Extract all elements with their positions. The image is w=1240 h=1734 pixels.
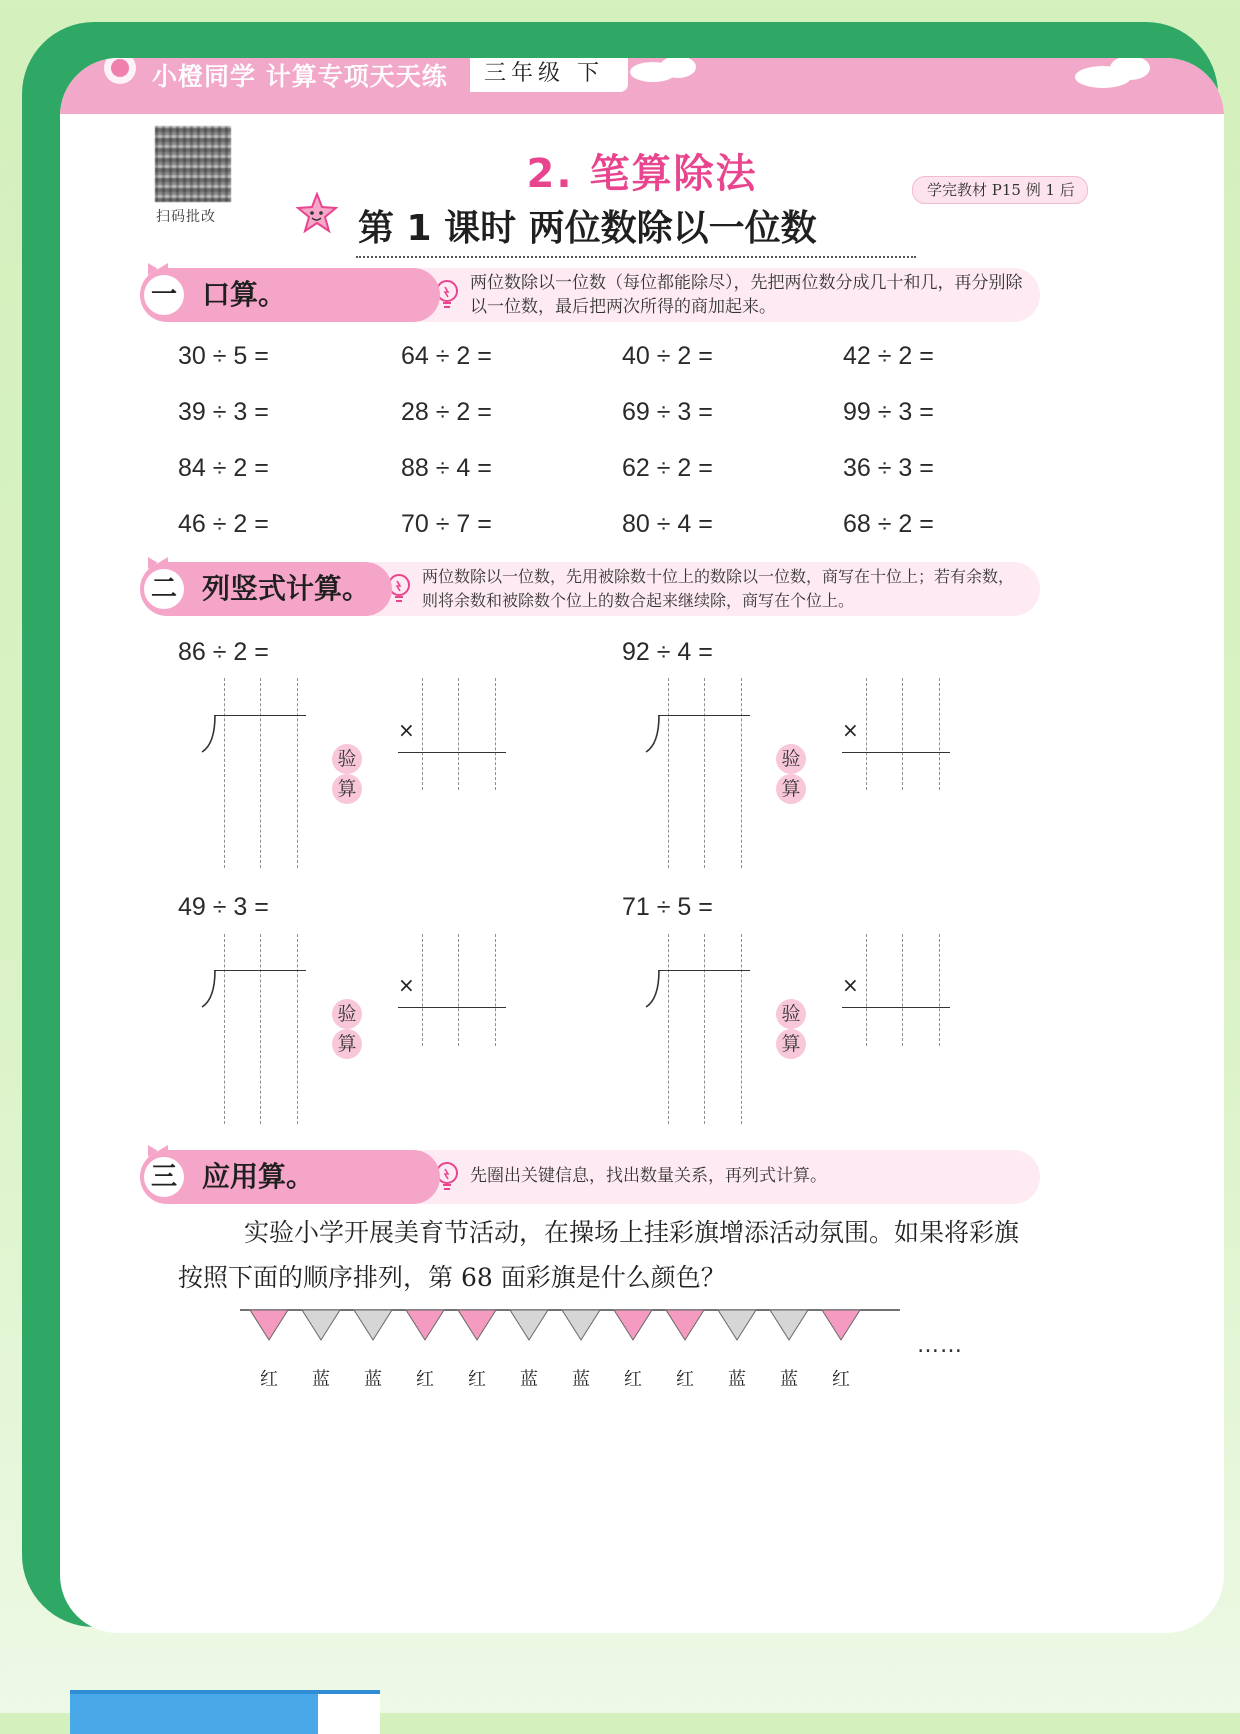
flag-label: 蓝 bbox=[728, 1369, 746, 1390]
blue-flag bbox=[718, 1310, 756, 1340]
section3-header bbox=[140, 1150, 440, 1204]
red-flag bbox=[822, 1310, 860, 1340]
brand-title: 小橙同学 计算专项天天练 bbox=[152, 62, 448, 91]
ellipsis: …… bbox=[917, 1333, 963, 1358]
section2-tip bbox=[372, 562, 1040, 616]
problem-label: 49 ÷ 3 = bbox=[178, 893, 269, 921]
page-frame bbox=[22, 22, 1218, 1627]
red-flag bbox=[458, 1310, 496, 1340]
qr-label: 扫码批改 bbox=[156, 209, 216, 225]
section1-title: 口算。 bbox=[202, 278, 287, 311]
equation: 40 ÷ 2 = bbox=[622, 342, 713, 370]
times-symbol: × bbox=[398, 718, 415, 742]
equation: 68 ÷ 2 = bbox=[843, 510, 934, 538]
grade-tab: 三年级 下 bbox=[470, 58, 628, 92]
lesson-underline bbox=[356, 256, 916, 258]
section1-header bbox=[140, 268, 440, 322]
equation: 64 ÷ 2 = bbox=[401, 342, 492, 370]
problem-label: 92 ÷ 4 = bbox=[622, 638, 713, 666]
star-icon bbox=[296, 192, 338, 234]
flag-label: 红 bbox=[832, 1369, 850, 1390]
flag-label: 蓝 bbox=[312, 1369, 330, 1390]
equation: 39 ÷ 3 = bbox=[178, 398, 269, 426]
flag-label: 红 bbox=[416, 1369, 434, 1390]
section3-tip bbox=[420, 1150, 1040, 1204]
flag-string bbox=[240, 1308, 920, 1368]
red-flag bbox=[666, 1310, 704, 1340]
equation: 88 ÷ 4 = bbox=[401, 454, 492, 482]
worksheet-page bbox=[60, 58, 1224, 1633]
flag-label: 蓝 bbox=[572, 1369, 590, 1390]
blue-flag bbox=[770, 1310, 808, 1340]
section1-tip-text: 两位数除以一位数（每位都能除尽），先把两位数分成几十和几，再分别除以一位数，最后把两次所得的商加起来。 bbox=[470, 273, 1023, 317]
flag-label: 蓝 bbox=[520, 1369, 538, 1390]
section2-title: 列竖式计算。 bbox=[202, 572, 371, 605]
check-badge: 验 算 bbox=[332, 744, 362, 804]
check-badge: 验 算 bbox=[332, 999, 362, 1059]
section1-number: 一 bbox=[144, 275, 184, 315]
section2-header bbox=[140, 562, 392, 616]
blue-flag bbox=[302, 1310, 340, 1340]
red-flag bbox=[614, 1310, 652, 1340]
blue-flag bbox=[510, 1310, 548, 1340]
equation: 70 ÷ 7 = bbox=[401, 510, 492, 538]
red-flag bbox=[406, 1310, 444, 1340]
problem-label: 86 ÷ 2 = bbox=[178, 638, 269, 666]
blue-flag bbox=[562, 1310, 600, 1340]
problem-label: 71 ÷ 5 = bbox=[622, 893, 713, 921]
chapter-title: 2. 笔算除法 bbox=[526, 151, 758, 197]
flag-label: 红 bbox=[624, 1369, 642, 1390]
reference-tag: 学完教材 P15 例 1 后 bbox=[912, 176, 1088, 204]
times-symbol: × bbox=[842, 973, 859, 997]
section3-tip-text: 先圈出关键信息，找出数量关系，再列式计算。 bbox=[470, 1166, 827, 1186]
equation: 46 ÷ 2 = bbox=[178, 510, 269, 538]
word-problem bbox=[178, 1210, 1172, 1300]
flag-label: 蓝 bbox=[780, 1369, 798, 1390]
equation: 42 ÷ 2 = bbox=[843, 342, 934, 370]
equation: 84 ÷ 2 = bbox=[178, 454, 269, 482]
times-symbol: × bbox=[398, 973, 415, 997]
lesson-title: 第 1 课时 两位数除以一位数 bbox=[358, 208, 817, 249]
flag-label: 红 bbox=[676, 1369, 694, 1390]
equation: 62 ÷ 2 = bbox=[622, 454, 713, 482]
equation: 30 ÷ 5 = bbox=[178, 342, 269, 370]
equation: 99 ÷ 3 = bbox=[843, 398, 934, 426]
equation: 36 ÷ 3 = bbox=[843, 454, 934, 482]
section3-title: 应用算。 bbox=[202, 1160, 315, 1193]
red-flag bbox=[250, 1310, 288, 1340]
section2-number: 二 bbox=[144, 569, 184, 609]
times-symbol: × bbox=[842, 718, 859, 742]
check-badge: 验 算 bbox=[776, 744, 806, 804]
word-problem-line2: 按照下面的顺序排列，第 68 面彩旗是什么颜色？ bbox=[178, 1263, 726, 1292]
book-cover-edge bbox=[70, 1690, 380, 1734]
flag-label: 蓝 bbox=[364, 1369, 382, 1390]
section3-number: 三 bbox=[144, 1157, 184, 1197]
word-problem-line1: 实验小学开展美育节活动，在操场上挂彩旗增添活动氛围。如果将彩旗 bbox=[244, 1218, 1020, 1247]
check-badge: 验 算 bbox=[776, 999, 806, 1059]
mascot-icon bbox=[98, 58, 144, 90]
equation: 28 ÷ 2 = bbox=[401, 398, 492, 426]
flag-label: 红 bbox=[468, 1369, 486, 1390]
equation: 80 ÷ 4 = bbox=[622, 510, 713, 538]
equation: 69 ÷ 3 = bbox=[622, 398, 713, 426]
blue-flag bbox=[354, 1310, 392, 1340]
section2-tip-text: 两位数除以一位数，先用被除数十位上的数除以一位数，商写在十位上；若有余数，则将余数和被除数个位上的数合起来继续除，商写在个位上。 bbox=[422, 567, 1015, 610]
section1-tip bbox=[420, 268, 1040, 322]
flag-label: 红 bbox=[260, 1369, 278, 1390]
